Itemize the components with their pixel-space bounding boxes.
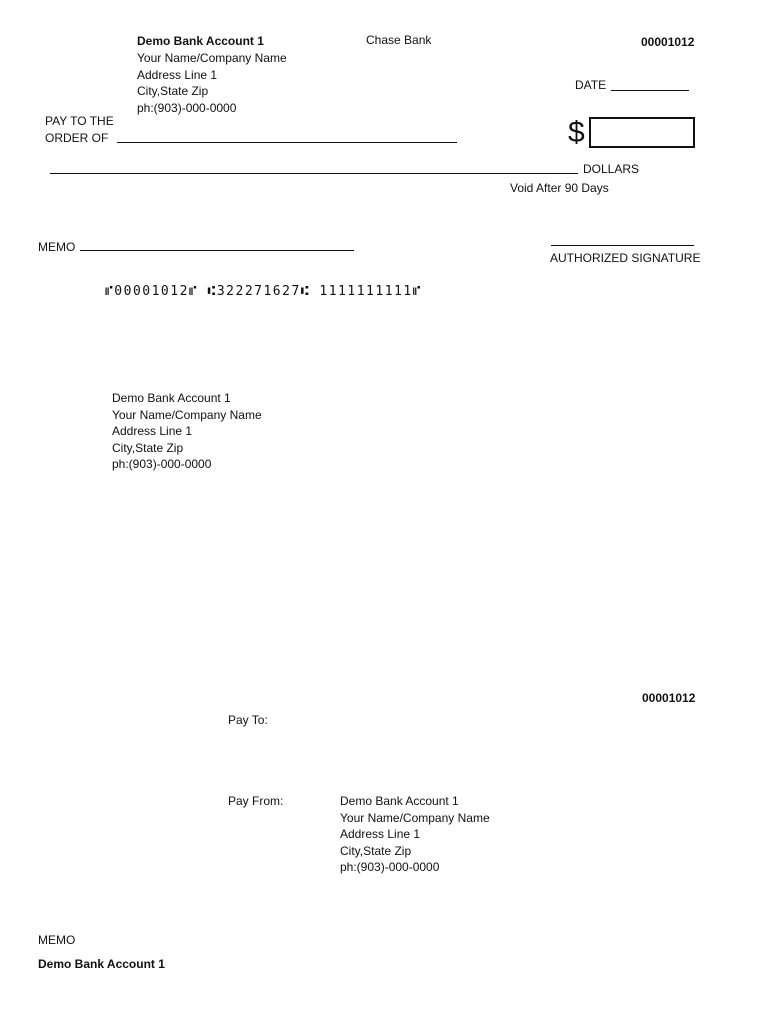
pay-to-label-line2: ORDER OF — [45, 131, 109, 145]
bank-name: Chase Bank — [366, 33, 432, 47]
payer-name: Your Name/Company Name — [137, 51, 287, 65]
payer-phone: ph:(903)-000-0000 — [137, 100, 237, 115]
envelope-account-name: Demo Bank Account 1 — [112, 391, 231, 405]
authorized-signature-label: AUTHORIZED SIGNATURE — [550, 251, 701, 265]
stub-pay-from-block — [340, 793, 490, 876]
stub-from-city-state-zip: City,State Zip — [340, 843, 412, 858]
envelope-city-state-zip: City,State Zip — [112, 440, 184, 455]
envelope-name: Your Name/Company Name — [112, 407, 262, 422]
amount-words-line[interactable] — [50, 173, 578, 174]
stub-pay-to-label: Pay To: — [228, 713, 268, 727]
dollar-sign: $ — [568, 116, 585, 149]
signature-line[interactable] — [551, 245, 694, 246]
envelope-address-block — [112, 390, 262, 473]
micr-line: ⑈00001012⑈ ⑆322271627⑆ 1111111111⑈ — [105, 284, 422, 299]
memo-label: MEMO — [38, 240, 76, 254]
payer-account-name: Demo Bank Account 1 — [137, 34, 264, 48]
void-after-note: Void After 90 Days — [510, 181, 609, 195]
stub-memo-label: MEMO — [38, 933, 76, 947]
stub-from-phone: ph:(903)-000-0000 — [340, 860, 440, 875]
payer-city-state-zip: City,State Zip — [137, 84, 209, 99]
stub-pay-from-label: Pay From: — [228, 794, 284, 808]
stub-from-name: Your Name/Company Name — [340, 810, 490, 825]
dollars-label: DOLLARS — [583, 162, 640, 176]
memo-line[interactable] — [80, 250, 354, 251]
check-number: 00001012 — [641, 35, 695, 49]
payer-address-line: Address Line 1 — [137, 67, 218, 82]
date-label: DATE — [575, 78, 607, 92]
pay-to-label-line1: PAY TO THE — [45, 114, 114, 128]
date-line[interactable] — [611, 90, 689, 91]
envelope-address-line: Address Line 1 — [112, 424, 193, 439]
payer-address-block — [137, 50, 287, 116]
envelope-phone: ph:(903)-000-0000 — [112, 457, 212, 472]
payee-line[interactable] — [117, 142, 457, 143]
stub-account-name: Demo Bank Account 1 — [38, 957, 165, 971]
stub-from-address-line: Address Line 1 — [340, 827, 421, 842]
amount-box[interactable] — [589, 117, 695, 148]
stub-from-account-name: Demo Bank Account 1 — [340, 794, 459, 808]
stub-check-number: 00001012 — [642, 691, 696, 705]
